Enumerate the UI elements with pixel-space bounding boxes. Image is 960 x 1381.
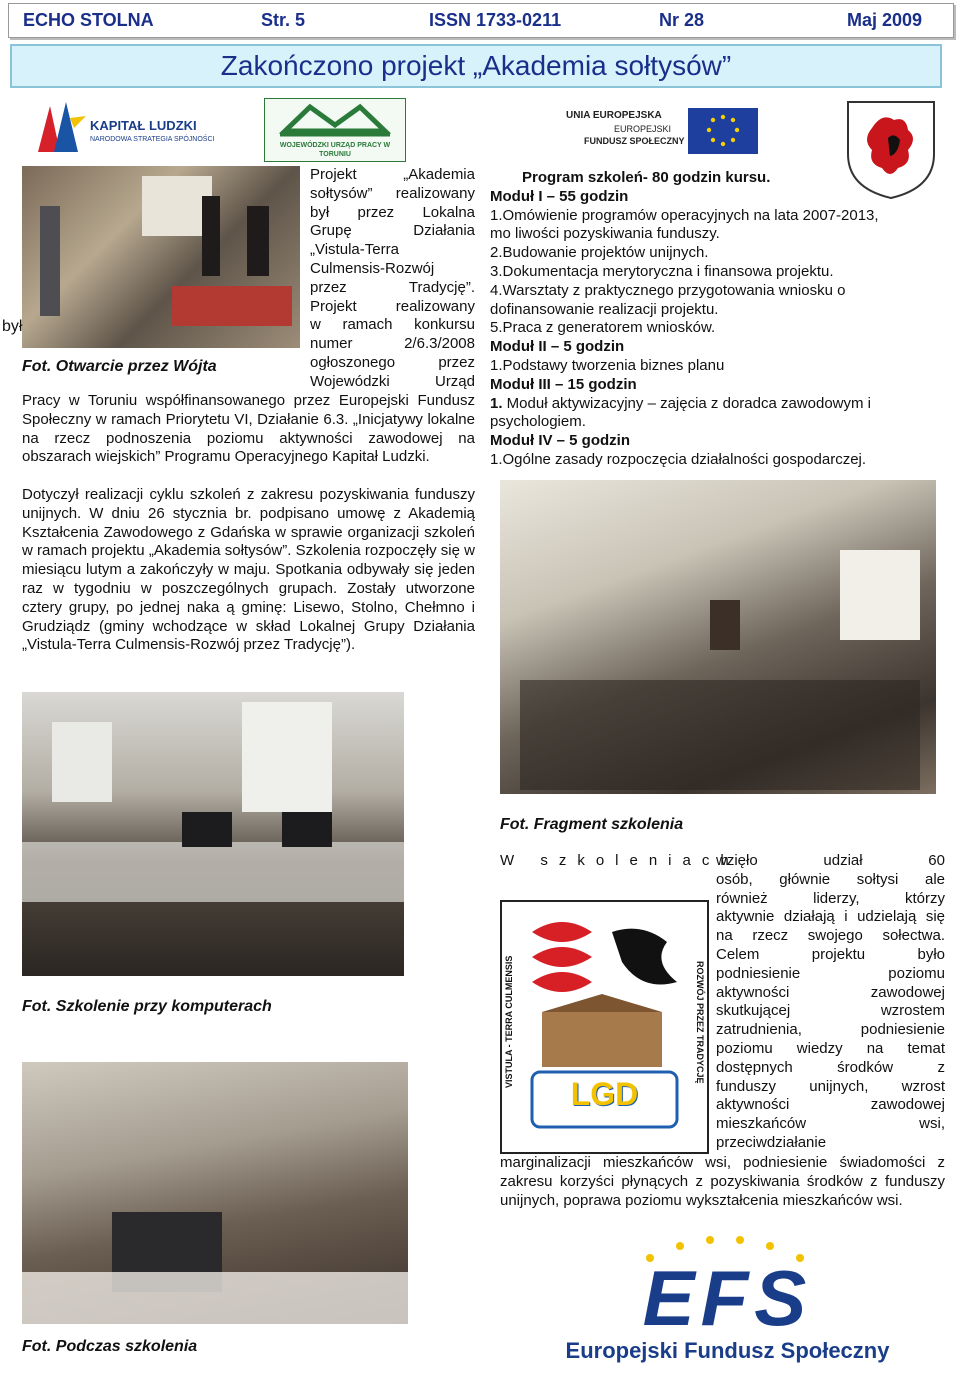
eu-flag-icon xyxy=(688,108,758,154)
intro-line: Projekt „Akademia xyxy=(310,166,475,183)
caption-fragment: Fot. Fragment szkolenia xyxy=(500,816,684,833)
right-text-lines xyxy=(716,852,945,1153)
lgd-logo xyxy=(500,900,709,1154)
right-text-line: podniesienie poziomu xyxy=(716,964,945,982)
efs-subtext: Europejski Fundusz Społeczny xyxy=(565,1338,890,1363)
program-module-heading: Moduł III – 15 godzin xyxy=(490,375,637,393)
issn: ISSN 1733-0211 xyxy=(429,10,562,30)
wup-text: WOJEWÓDZKI URZĄD PRACY W TORUNIU xyxy=(279,142,391,158)
paper-name: ECHO STOLNA xyxy=(23,10,154,30)
intro-lines xyxy=(310,166,475,392)
right-text-line: zatrudnienia, podniesienie xyxy=(716,1021,945,1039)
right-text-line: aktywnie działają i udzielają się xyxy=(716,908,945,926)
right-text-tail: marginalizacji mieszkańców wsi, podniesienie świadomości z zakresu korzyści płynących z pozyskiwania środków z funduszy unijnych, poprawa poziomu wykształcenia mieszkańców wsi. xyxy=(500,1154,945,1209)
program-item: 1.Ogólne zasady rozpoczęcia działalności gospodarczej. xyxy=(490,450,867,468)
program-item: psychologiem. xyxy=(490,413,586,431)
photo-training-fragment xyxy=(500,480,936,794)
efs-logo xyxy=(530,1232,925,1377)
article-title: Zakończono projekt „Akademia sołtysów” xyxy=(220,50,732,81)
program-module-heading: Moduł II – 5 godzin xyxy=(490,338,625,356)
right-text-line: skutkującej wzrostem xyxy=(716,1002,945,1020)
intro-line: sołtysów” realizowany xyxy=(310,184,475,202)
kapital-ludzki-subtext: NARODOWA STRATEGIA SPÓJNOŚCI xyxy=(90,136,215,143)
right-text-line: Celem projektu było xyxy=(716,945,945,963)
right-text-line: aktywności zawodowej xyxy=(716,983,945,1001)
intro-line: Projekt realizowany xyxy=(310,297,475,315)
intro-line: numer 2/6.3/2008 xyxy=(310,335,475,353)
right-text-line: dostępnych środków z xyxy=(716,1058,945,1076)
intro-line: przez Tradycję”. xyxy=(310,278,475,296)
intro-line: Wojewódzki Urząd xyxy=(310,372,475,390)
wup-emblem xyxy=(265,101,405,141)
program-item: dofinansowanie realizacji projektu. xyxy=(490,300,719,318)
eu-sub1: EUROPEJSKI xyxy=(614,124,672,134)
program-item: 1.Podstawy tworzenia biznes planu xyxy=(490,356,725,374)
program-item: 3.Dokumentacja merytoryczna i finansowa projektu. xyxy=(490,262,834,280)
right-text-line: osób, głównie sołtysi ale xyxy=(716,870,945,888)
eu-text: UNIA EUROPEJSKA xyxy=(566,110,662,121)
photo-computer-training xyxy=(22,692,404,976)
caption-opening: Fot. Otwarcie przez Wójta xyxy=(22,358,217,375)
right-text-line: poziomu wiedzy na temat xyxy=(716,1039,945,1057)
efs-text: EFS xyxy=(642,1254,813,1342)
lgd-text: LGD xyxy=(570,1076,639,1112)
wup-logo xyxy=(264,98,406,162)
right-text-line: aktywności zawodowej xyxy=(716,1096,945,1114)
program-section xyxy=(490,169,940,470)
photo-stray-text: był xyxy=(2,318,23,335)
program-item: 1.Omówienie programów operacyjnych na lata 2007-2013, xyxy=(490,206,879,224)
right-text-line: na rzecz swojego sołectwa. xyxy=(716,927,945,945)
program-item: 5.Praca z generatorem wniosków. xyxy=(490,319,716,337)
intro-line: był przez Lokalna xyxy=(310,203,475,221)
intro-line: Culmensis-Rozwój xyxy=(310,259,435,277)
right-text-first-word: W szkoleniach xyxy=(500,852,740,869)
program-lines xyxy=(490,188,940,470)
program-item: mo liwości pozyskiwania funduszy. xyxy=(490,225,720,243)
body-paragraph-1: Pracy w Toruniu współfinansowanego przez Europejski Fundusz Społeczny w ramach Priorytetu VI, Działanie 6.3. „Inicjatywy lokalne na rzecz podnoszenia poziomu aktywności zawodowej na obszarach wiejskich” Programu Operacyjnego Kapitał Ludzki. xyxy=(22,392,475,466)
body-paragraph-2: Dotyczył realizacji cyklu szkoleń z zakresu pozyskiwania funduszy unijnych. W dniu 26 stycznia br. podpisano umowę z Akademią Kształcenia Zawodowego z Gdańska w sprawie organizacji szkoleń w ramach projektu „Akademia sołtysów”. Szkolenia rozpoczęły się w miesiącu lutym a zakończyły w maju. Spotkania odbywały się jeden raz w tygodniu w poszczególnych grupach. Zostały utworzone cztery grupy, po jednej naka ą gminę: Lisewo, Stolno, Chełmno i Grudziądz (gminy wchodzące w skład Lokalnej Grupy Działania „Vistula-Terra Culmensis-Rozwój przez Tradycję”). xyxy=(22,486,475,654)
intro-line: w ramach konkursu xyxy=(310,316,475,334)
intro-line: Grupę Działania xyxy=(310,222,475,240)
lgd-right-text: ROZWÓJ PRZEZ TRADYCJĘ xyxy=(695,960,705,1084)
page-number: Str. 5 xyxy=(261,10,306,30)
kapital-ludzki-emblem xyxy=(32,98,88,156)
photo-opening xyxy=(22,166,300,348)
right-text-line: również liderzy, którzy xyxy=(716,889,945,907)
intro-line: „Vistula-Terra xyxy=(310,241,399,259)
intro-line: ogłoszonego przez xyxy=(310,353,475,371)
eu-efs-logo xyxy=(566,108,766,154)
program-item: 4.Warsztaty z praktycznego przygotowania wniosku o xyxy=(490,281,846,299)
lgd-emblem xyxy=(502,902,707,1152)
issue-date: Maj 2009 xyxy=(847,10,923,30)
article-title-bar xyxy=(10,44,942,88)
right-text-line: przeciwdziałanie xyxy=(716,1133,827,1151)
eu-sub2: FUNDUSZ SPOŁECZNY xyxy=(584,136,685,146)
program-module-heading: Moduł I – 55 godzin xyxy=(490,187,629,205)
right-text-column xyxy=(716,852,945,1153)
right-text-line: mieszkańców wsi, xyxy=(716,1115,945,1133)
right-text-line: funduszy unijnych, wzrost xyxy=(716,1077,945,1095)
program-item: 1. Moduł aktywizacyjny – zajęcia z doradca zawodowym i xyxy=(490,394,872,412)
program-module-heading: Moduł IV – 5 godzin xyxy=(490,432,630,450)
photo-during-training xyxy=(22,1062,408,1324)
kapital-ludzki-logo xyxy=(32,98,215,158)
lgd-left-text: VISTULA - TERRA CULMENSIS xyxy=(504,955,514,1089)
program-heading: Program szkoleń- 80 godzin kursu. xyxy=(522,169,771,186)
program-item: 2.Budowanie projektów unijnych. xyxy=(490,244,709,262)
issue-number: Nr 28 xyxy=(659,10,705,30)
caption-computers: Fot. Szkolenie przy komputerach xyxy=(22,998,272,1015)
intro-column xyxy=(310,166,475,392)
caption-during: Fot. Podczas szkolenia xyxy=(22,1338,198,1355)
kapital-ludzki-text: KAPITAŁ LUDZKI xyxy=(90,118,197,133)
issue-header xyxy=(8,3,954,38)
right-text-line: wzięło udział 60 xyxy=(716,852,945,869)
